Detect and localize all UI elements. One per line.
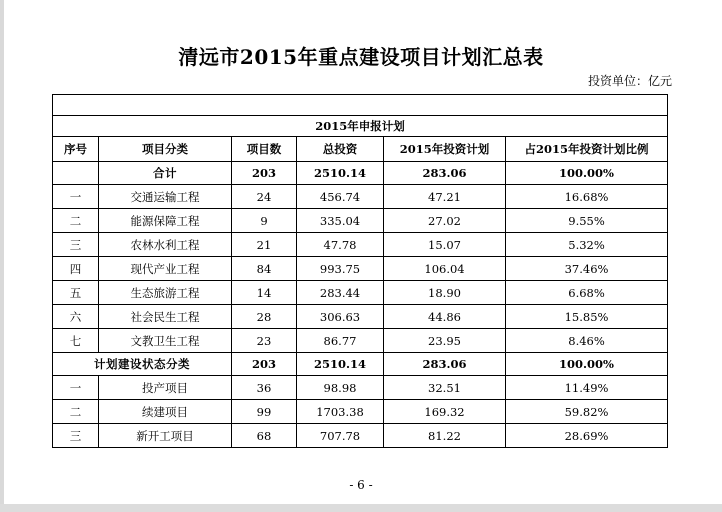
- row-ratio: 59.82%: [506, 400, 668, 424]
- table-body: [53, 95, 668, 448]
- row-2015-plan: 44.86: [384, 305, 506, 329]
- table-row: [53, 185, 668, 209]
- total-row: [53, 162, 668, 185]
- row-total-investment: 707.78: [297, 424, 384, 448]
- header-category: 项目分类: [99, 137, 232, 162]
- document-title: 清远市2015年重点建设项目计划汇总表: [178, 45, 544, 69]
- row-ratio: 16.68%: [506, 185, 668, 209]
- table-row: [53, 233, 668, 257]
- total-label: 合计: [99, 162, 232, 185]
- row-ratio: 8.46%: [506, 329, 668, 353]
- table-row: [53, 209, 668, 233]
- investment-unit-note: 投资单位：亿元: [587, 74, 672, 88]
- row-2015-plan: 47.21: [384, 185, 506, 209]
- table-row: [53, 281, 668, 305]
- total-2015-plan: 283.06: [384, 162, 506, 185]
- row-total-investment: 306.63: [297, 305, 384, 329]
- row-no: 一: [53, 185, 99, 209]
- section-title: 2015年申报计划: [53, 116, 668, 137]
- header-no: 序号: [53, 137, 99, 162]
- table-row: [53, 329, 668, 353]
- row-count: 23: [232, 329, 297, 353]
- row-total-investment: 98.98: [297, 376, 384, 400]
- row-category: 能源保障工程: [99, 209, 232, 233]
- row-total-investment: 1703.38: [297, 400, 384, 424]
- row-count: 28: [232, 305, 297, 329]
- row-category: 交通运输工程: [99, 185, 232, 209]
- row-count: 9: [232, 209, 297, 233]
- row-category: 农林水利工程: [99, 233, 232, 257]
- header-2015-ratio: 占2015年投资计划比例: [506, 137, 668, 162]
- row-2015-plan: 15.07: [384, 233, 506, 257]
- row-no: 三: [53, 424, 99, 448]
- table-top-blank-row: [53, 95, 668, 116]
- row-total-investment: 335.04: [297, 209, 384, 233]
- row-total-investment: 993.75: [297, 257, 384, 281]
- row-2015-plan: 27.02: [384, 209, 506, 233]
- row-category: 现代产业工程: [99, 257, 232, 281]
- section-title-row: [53, 116, 668, 137]
- status-total-row: [53, 353, 668, 376]
- row-total-investment: 86.77: [297, 329, 384, 353]
- row-2015-plan: 169.32: [384, 400, 506, 424]
- row-ratio: 15.85%: [506, 305, 668, 329]
- row-ratio: 5.32%: [506, 233, 668, 257]
- row-no: 四: [53, 257, 99, 281]
- status-total-investment: 2510.14: [297, 353, 384, 376]
- row-2015-plan: 32.51: [384, 376, 506, 400]
- header-total-investment: 总投资: [297, 137, 384, 162]
- table-row: [53, 424, 668, 448]
- row-category: 社会民生工程: [99, 305, 232, 329]
- status-total-2015-plan: 283.06: [384, 353, 506, 376]
- row-no: 六: [53, 305, 99, 329]
- row-count: 84: [232, 257, 297, 281]
- status-total-label: 计划建设状态分类: [53, 353, 232, 376]
- row-count: 99: [232, 400, 297, 424]
- row-total-investment: 456.74: [297, 185, 384, 209]
- header-count: 项目数: [232, 137, 297, 162]
- row-total-investment: 47.78: [297, 233, 384, 257]
- row-category: 文教卫生工程: [99, 329, 232, 353]
- row-2015-plan: 81.22: [384, 424, 506, 448]
- table-row: [53, 257, 668, 281]
- project-plan-table: [52, 94, 668, 448]
- left-page-edge: [0, 0, 4, 512]
- total-count: 203: [232, 162, 297, 185]
- row-2015-plan: 106.04: [384, 257, 506, 281]
- table-header-row: [53, 137, 668, 162]
- row-count: 68: [232, 424, 297, 448]
- row-ratio: 28.69%: [506, 424, 668, 448]
- row-category: 续建项目: [99, 400, 232, 424]
- page-number: - 6 -: [349, 478, 373, 492]
- table-row: [53, 376, 668, 400]
- row-count: 14: [232, 281, 297, 305]
- row-no: 二: [53, 400, 99, 424]
- row-count: 36: [232, 376, 297, 400]
- row-no: 五: [53, 281, 99, 305]
- row-no: 一: [53, 376, 99, 400]
- row-total-investment: 283.44: [297, 281, 384, 305]
- status-total-count: 203: [232, 353, 297, 376]
- row-2015-plan: 18.90: [384, 281, 506, 305]
- row-ratio: 9.55%: [506, 209, 668, 233]
- row-category: 投产项目: [99, 376, 232, 400]
- table-row: [53, 305, 668, 329]
- total-investment: 2510.14: [297, 162, 384, 185]
- row-no: 三: [53, 233, 99, 257]
- row-ratio: 37.46%: [506, 257, 668, 281]
- row-ratio: 11.49%: [506, 376, 668, 400]
- bottom-page-edge: [0, 504, 722, 512]
- header-2015-plan: 2015年投资计划: [384, 137, 506, 162]
- status-total-ratio: 100.00%: [506, 353, 668, 376]
- row-2015-plan: 23.95: [384, 329, 506, 353]
- row-category: 新开工项目: [99, 424, 232, 448]
- row-count: 24: [232, 185, 297, 209]
- row-count: 21: [232, 233, 297, 257]
- row-no: 七: [53, 329, 99, 353]
- row-category: 生态旅游工程: [99, 281, 232, 305]
- row-ratio: 6.68%: [506, 281, 668, 305]
- table-row: [53, 400, 668, 424]
- blank-cell: [53, 95, 668, 116]
- total-no-cell: [53, 162, 99, 185]
- total-ratio: 100.00%: [506, 162, 668, 185]
- row-no: 二: [53, 209, 99, 233]
